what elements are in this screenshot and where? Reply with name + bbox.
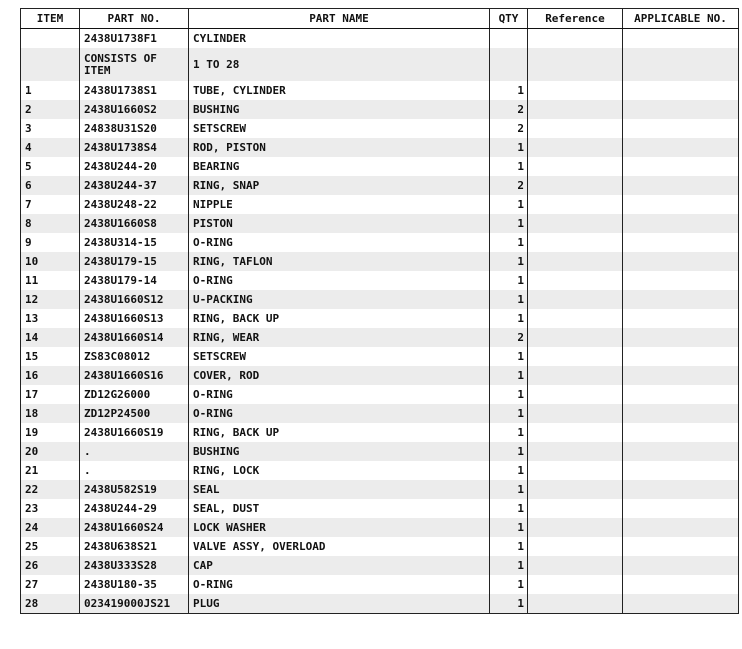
cell-item: 7 [21,195,80,214]
table-row [21,157,739,176]
cell-applicable-no [623,385,739,404]
cell-part-no: 2438U1660S16 [80,366,189,385]
cell-part-name: TUBE, CYLINDER [189,81,490,100]
cell-part-no: 2438U1660S24 [80,518,189,537]
cell-part-name: ROD, PISTON [189,138,490,157]
cell-applicable-no [623,442,739,461]
table-row [21,81,739,100]
cell-part-no: 2438U248-22 [80,195,189,214]
cell-part-name: U-PACKING [189,290,490,309]
header-part-name: PART NAME [189,9,490,29]
cell-part-name: RING, LOCK [189,461,490,480]
cell-applicable-no [623,461,739,480]
cell-qty: 1 [490,290,528,309]
cell-part-no: 2438U1660S19 [80,423,189,442]
cell-part-no: 2438U1660S8 [80,214,189,233]
cell-reference [528,347,623,366]
cell-part-name: RING, BACK UP [189,309,490,328]
cell-qty [490,29,528,49]
cell-part-name: LOCK WASHER [189,518,490,537]
cell-qty: 1 [490,556,528,575]
cell-item: 18 [21,404,80,423]
cell-applicable-no [623,233,739,252]
cell-part-no: ZS83C08012 [80,347,189,366]
table-row [21,461,739,480]
cell-part-name: O-RING [189,575,490,594]
cell-applicable-no [623,157,739,176]
cell-qty: 2 [490,328,528,347]
cell-item: 25 [21,537,80,556]
cell-reference [528,537,623,556]
cell-item: 14 [21,328,80,347]
cell-part-name: 1 TO 28 [189,48,490,81]
cell-qty: 1 [490,252,528,271]
cell-part-name: CYLINDER [189,29,490,49]
cell-reference [528,594,623,614]
cell-reference [528,138,623,157]
cell-qty: 1 [490,518,528,537]
cell-applicable-no [623,594,739,614]
cell-item: 5 [21,157,80,176]
cell-reference [528,29,623,49]
cell-applicable-no [623,252,739,271]
cell-reference [528,195,623,214]
cell-item: 16 [21,366,80,385]
table-row [21,271,739,290]
table-body [21,29,739,614]
cell-part-name: RING, WEAR [189,328,490,347]
cell-qty: 1 [490,157,528,176]
cell-qty: 1 [490,214,528,233]
cell-reference [528,423,623,442]
cell-applicable-no [623,176,739,195]
cell-part-name: BUSHING [189,442,490,461]
cell-part-no: 2438U1660S13 [80,309,189,328]
cell-reference [528,271,623,290]
cell-qty: 1 [490,575,528,594]
cell-applicable-no [623,575,739,594]
cell-item: 17 [21,385,80,404]
cell-part-name: COVER, ROD [189,366,490,385]
cell-part-no: 2438U1738S1 [80,81,189,100]
cell-part-no: ZD12P24500 [80,404,189,423]
cell-applicable-no [623,328,739,347]
cell-item [21,48,80,81]
cell-item: 28 [21,594,80,614]
cell-applicable-no [623,214,739,233]
cell-applicable-no [623,423,739,442]
cell-applicable-no [623,271,739,290]
cell-reference [528,575,623,594]
cell-reference [528,328,623,347]
cell-item: 2 [21,100,80,119]
cell-item: 26 [21,556,80,575]
cell-part-name: SETSCREW [189,347,490,366]
header-item: ITEM [21,9,80,29]
table-row [21,252,739,271]
cell-applicable-no [623,480,739,499]
cell-item: 24 [21,518,80,537]
table-row [21,423,739,442]
cell-part-no: 24838U31S20 [80,119,189,138]
cell-qty: 1 [490,271,528,290]
cell-part-no: 2438U582S19 [80,480,189,499]
cell-reference [528,214,623,233]
cell-reference [528,366,623,385]
cell-applicable-no [623,366,739,385]
cell-applicable-no [623,556,739,575]
cell-item: 11 [21,271,80,290]
cell-applicable-no [623,48,739,81]
cell-qty: 1 [490,537,528,556]
cell-reference [528,81,623,100]
cell-reference [528,48,623,81]
cell-part-no: 2438U314-15 [80,233,189,252]
table-row [21,442,739,461]
table-row [21,556,739,575]
cell-item: 6 [21,176,80,195]
table-row [21,594,739,614]
header-qty: QTY [490,9,528,29]
cell-part-name: NIPPLE [189,195,490,214]
table-row [21,480,739,499]
cell-reference [528,157,623,176]
cell-item [21,29,80,49]
cell-item: 9 [21,233,80,252]
table-row [21,404,739,423]
cell-applicable-no [623,537,739,556]
cell-qty: 1 [490,461,528,480]
cell-part-no: 2438U333S28 [80,556,189,575]
cell-part-no: 2438U179-14 [80,271,189,290]
cell-qty: 1 [490,366,528,385]
cell-reference [528,442,623,461]
cell-qty: 1 [490,81,528,100]
cell-item: 20 [21,442,80,461]
cell-part-name: RING, SNAP [189,176,490,195]
cell-item: 21 [21,461,80,480]
cell-reference [528,252,623,271]
cell-part-no: 2438U1660S14 [80,328,189,347]
cell-part-name: BUSHING [189,100,490,119]
table-row [21,499,739,518]
cell-item: 10 [21,252,80,271]
table-row [21,347,739,366]
cell-item: 4 [21,138,80,157]
cell-part-no: 2438U638S21 [80,537,189,556]
table-row [21,48,739,81]
cell-part-name: BEARING [189,157,490,176]
cell-qty: 1 [490,442,528,461]
cell-part-no: CONSISTS OF ITEM [80,48,189,81]
cell-reference [528,290,623,309]
table-row [21,575,739,594]
table-row [21,309,739,328]
cell-part-no: 023419000JS21 [80,594,189,614]
cell-part-no: 2438U1738S4 [80,138,189,157]
cell-reference [528,556,623,575]
cell-part-no: 2438U179-15 [80,252,189,271]
cell-item: 22 [21,480,80,499]
cell-part-name: PISTON [189,214,490,233]
table-row [21,385,739,404]
cell-item: 12 [21,290,80,309]
cell-item: 1 [21,81,80,100]
cell-part-no: . [80,442,189,461]
cell-applicable-no [623,290,739,309]
table-header [21,9,739,29]
cell-part-name: SEAL, DUST [189,499,490,518]
cell-item: 19 [21,423,80,442]
cell-part-no: 2438U244-37 [80,176,189,195]
cell-item: 13 [21,309,80,328]
cell-part-name: SETSCREW [189,119,490,138]
cell-part-name: O-RING [189,233,490,252]
table-row [21,366,739,385]
table-row [21,518,739,537]
cell-reference [528,176,623,195]
table-row [21,233,739,252]
cell-item: 15 [21,347,80,366]
cell-part-name: O-RING [189,385,490,404]
cell-reference [528,499,623,518]
cell-qty: 2 [490,119,528,138]
cell-part-no: 2438U180-35 [80,575,189,594]
cell-qty: 1 [490,309,528,328]
cell-applicable-no [623,29,739,49]
cell-part-no: . [80,461,189,480]
cell-qty [490,48,528,81]
table-row [21,119,739,138]
cell-part-name: O-RING [189,404,490,423]
cell-qty: 1 [490,138,528,157]
cell-reference [528,461,623,480]
cell-qty: 1 [490,347,528,366]
cell-part-name: RING, BACK UP [189,423,490,442]
cell-applicable-no [623,347,739,366]
cell-qty: 1 [490,423,528,442]
cell-qty: 2 [490,176,528,195]
cell-part-no: 2438U1660S2 [80,100,189,119]
cell-item: 27 [21,575,80,594]
parts-list [20,8,739,614]
cell-reference [528,233,623,252]
cell-part-name: CAP [189,556,490,575]
table-row [21,290,739,309]
parts-table [20,8,739,614]
table-row [21,138,739,157]
cell-applicable-no [623,81,739,100]
table-row [21,100,739,119]
cell-reference [528,100,623,119]
header-part-no: PART NO. [80,9,189,29]
cell-applicable-no [623,499,739,518]
table-row [21,29,739,49]
cell-part-no: 2438U244-29 [80,499,189,518]
cell-item: 8 [21,214,80,233]
table-row [21,328,739,347]
cell-qty: 1 [490,480,528,499]
cell-applicable-no [623,195,739,214]
cell-qty: 2 [490,100,528,119]
cell-applicable-no [623,518,739,537]
cell-part-no: ZD12G26000 [80,385,189,404]
cell-applicable-no [623,119,739,138]
table-row [21,537,739,556]
table-row [21,195,739,214]
cell-reference [528,119,623,138]
table-row [21,214,739,233]
cell-part-no: 2438U1738F1 [80,29,189,49]
cell-qty: 1 [490,594,528,614]
cell-applicable-no [623,138,739,157]
cell-item: 23 [21,499,80,518]
header-row [21,9,739,29]
cell-part-name: PLUG [189,594,490,614]
cell-qty: 1 [490,195,528,214]
cell-part-no: 2438U244-20 [80,157,189,176]
cell-part-name: RING, TAFLON [189,252,490,271]
header-applicable-no: APPLICABLE NO. [623,9,739,29]
cell-qty: 1 [490,404,528,423]
header-reference: Reference [528,9,623,29]
cell-part-name: O-RING [189,271,490,290]
cell-reference [528,309,623,328]
cell-part-name: VALVE ASSY, OVERLOAD [189,537,490,556]
cell-item: 3 [21,119,80,138]
cell-applicable-no [623,309,739,328]
cell-part-name: SEAL [189,480,490,499]
cell-reference [528,385,623,404]
table-row [21,176,739,195]
cell-qty: 1 [490,499,528,518]
cell-reference [528,480,623,499]
cell-applicable-no [623,100,739,119]
cell-qty: 1 [490,233,528,252]
cell-applicable-no [623,404,739,423]
cell-qty: 1 [490,385,528,404]
cell-part-no: 2438U1660S12 [80,290,189,309]
cell-reference [528,518,623,537]
cell-reference [528,404,623,423]
